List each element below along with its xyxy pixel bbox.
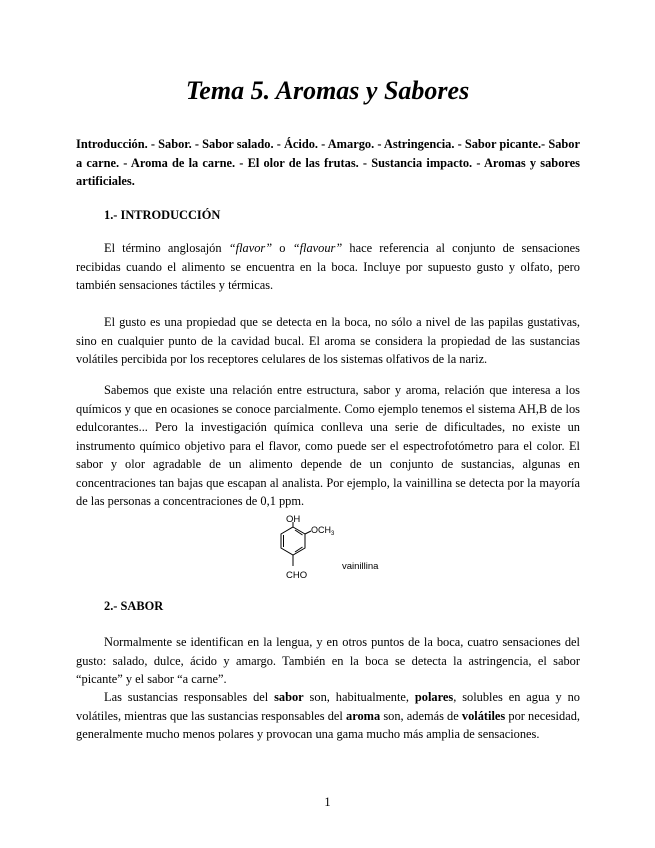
intro-paragraph-3: Sabemos que existe una relación entre estructura, sabor y aroma, relación que interesa a los químicos y que en ocasiones se conoce parcialmente. Como ejemplo tenemos el sistema AH,B de los edulcorantes... Pero la investigación química conlleva una serie de dificultades, no existe un instrumento químico objetivo para el flavor, como puede ser el espectrofotómetro para el color. El sabor y olor agradable de un alimento depende de un conjunto de sustancias, algunas en concentraciones tan bajas que escapan al analista. Por ejemplo, la vainillina se detecta por la mayoría de las personas a concentraciones de 0,1 ppm.	[76, 383, 580, 508]
sabor-paragraph-1: Normalmente se identifican en la lengua, y en otros puntos de la boca, cuatro sensaciones del gusto: salado, dulce, ácido y amargo. También en la boca se detecta la astringencia, el sabor “picante” y el sabor “a carne”.	[76, 635, 580, 686]
term-aroma: aroma	[346, 708, 381, 723]
section-heading-sabor: 2.- SABOR	[104, 599, 164, 613]
text-run: son, además de	[380, 708, 462, 723]
text-run: o	[272, 241, 293, 255]
och3-label	[311, 525, 335, 537]
intro-paragraph-1	[76, 239, 580, 295]
text-run: El término anglosajón	[104, 241, 229, 255]
och3-main: OCH	[311, 525, 331, 535]
term-polares: polares	[414, 690, 454, 704]
vanillin-structure-svg	[262, 514, 392, 586]
benzene-ring	[281, 522, 311, 566]
text-run: Las sustancias responsables del	[104, 690, 275, 704]
page-number: 1	[324, 795, 331, 809]
och3-subscript: 3	[331, 531, 335, 537]
text-run: por necesidad, generalmente mucho menos polares y provocan una gama mucho más amplia de sensaciones.	[76, 708, 580, 741]
intro-paragraph-2: El gusto es una propiedad que se detecta en la boca, no sólo a nivel de las papilas gustativas, sino en cualquier punto de la cavidad bucal. El aroma se considera la propiedad de las sustancias volátiles percibida por los receptores celulares de los sistemas olfativos de la nariz.	[76, 315, 580, 366]
text-run: son, habitualmente,	[303, 690, 415, 704]
term-flavor: “flavor”	[228, 241, 273, 255]
cho-label: CHO	[286, 570, 308, 581]
page-title: Tema 5. Aromas y Sabores	[185, 76, 470, 105]
vanillin-structure-diagram	[262, 514, 392, 586]
sabor-paragraph-2	[76, 688, 580, 744]
section-heading-introduccion: 1.- INTRODUCCIÓN	[104, 208, 221, 222]
molecule-name-label: vainillina	[342, 561, 379, 572]
term-sabor: sabor	[274, 690, 304, 704]
term-volatiles: volátiles	[461, 708, 506, 723]
text-run: hace referencia al conjunto de sensaciones recibidas cuando el alimento se encuentra en la boca. Incluye por supuesto gusto y olfato, pero también sensaciones táctiles y térmicas.	[76, 241, 580, 292]
topics-summary: Introducción. - Sabor. - Sabor salado. - Ácido. - Amargo. - Astringencia. - Sabor picante.- Sabor a carne. - Aroma de la carne. - El olor de las frutas. - Sustancia impacto. - Aromas y sabores artificiales.	[76, 137, 580, 188]
oh-label: OH	[286, 514, 301, 525]
text-run: , solubles en agua y no volátiles, mientras que las sustancias responsables del	[76, 690, 580, 723]
ring-outline	[281, 527, 305, 555]
term-flavour: “flavour”	[292, 241, 343, 255]
